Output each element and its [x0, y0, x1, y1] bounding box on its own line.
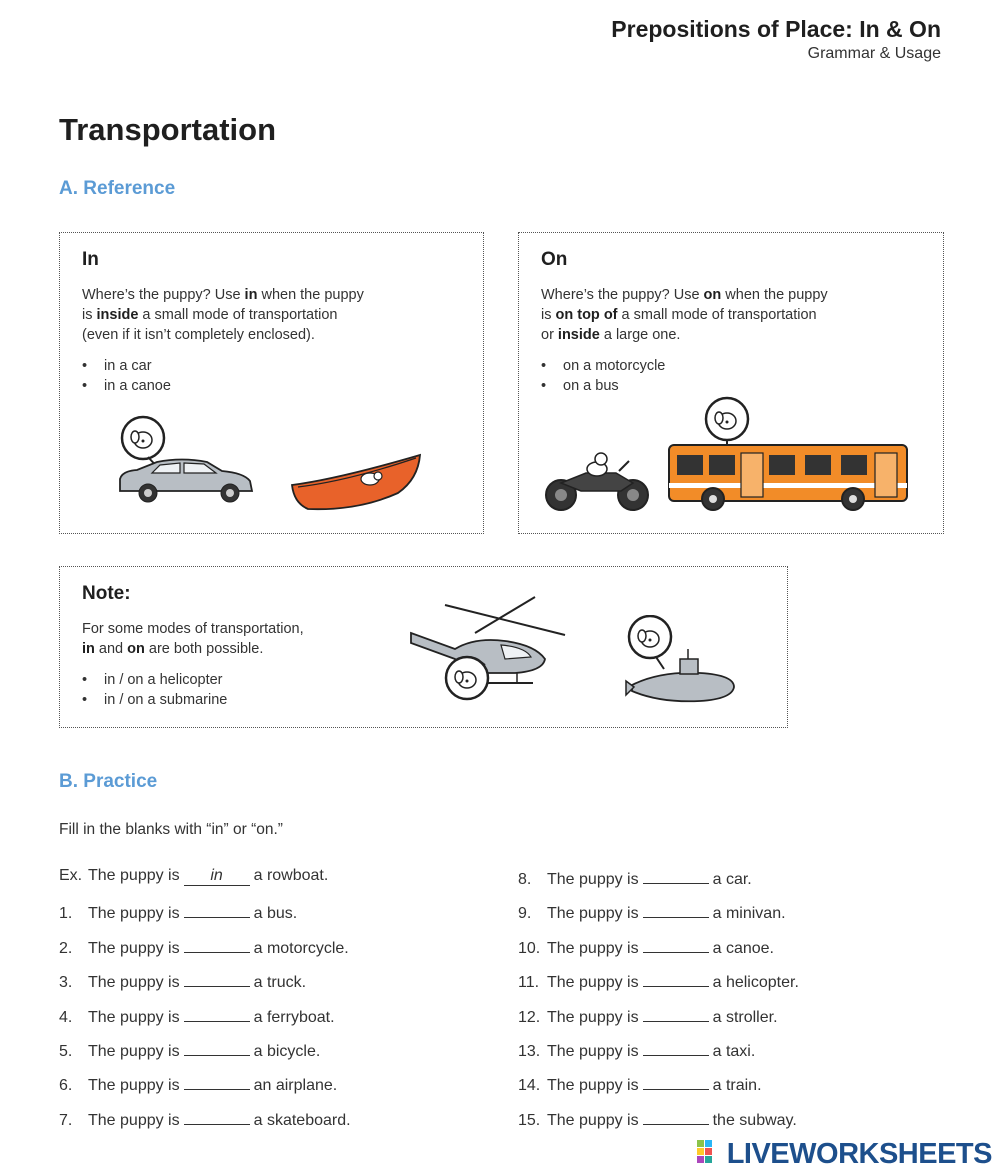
exercise-object: a minivan.: [712, 905, 786, 923]
page-title: Transportation: [59, 112, 277, 147]
exercise-prompt: The puppy is: [547, 1111, 639, 1129]
exercise-number: 15.: [518, 1111, 541, 1129]
exercise-number: 5.: [59, 1043, 73, 1060]
exercise-number: 2.: [59, 939, 73, 957]
answer-blank[interactable]: [184, 968, 250, 987]
exercise-item: [518, 865, 752, 887]
list-item: • in / on a helicopter: [82, 670, 227, 690]
liveworksheets-logo: LIVEWORKSHEETS: [726, 1138, 992, 1170]
on-examples-list: [541, 356, 665, 396]
note-box: [59, 566, 788, 728]
exercise-prompt: The puppy is: [547, 905, 639, 923]
note-box-title: Note:: [82, 583, 131, 604]
exercise-item: [59, 865, 328, 887]
exercise-prompt: The puppy is: [88, 867, 180, 884]
list-item: • on a motorcycle: [541, 356, 665, 376]
list-item: • in / on a submarine: [82, 690, 227, 710]
answer-blank[interactable]: [643, 1003, 709, 1022]
exercise-number: 13.: [518, 1043, 541, 1060]
exercise-number: 14.: [518, 1077, 541, 1095]
exercise-number: 4.: [59, 1008, 73, 1026]
exercise-item: [518, 1003, 778, 1025]
exercise-prompt: The puppy is: [547, 974, 639, 992]
exercise-item: [59, 1106, 351, 1128]
worksheet-subtitle: Grammar & Usage: [807, 45, 941, 62]
exercise-item: [518, 1106, 797, 1128]
motorcycle-with-puppy-illustration: [541, 443, 656, 513]
answer-blank[interactable]: [643, 934, 709, 953]
exercise-object: a ferryboat.: [253, 1008, 335, 1026]
note-examples-list: [82, 670, 227, 710]
answer-blank[interactable]: [184, 899, 250, 918]
exercise-item: [59, 968, 306, 990]
answer-blank[interactable]: in: [184, 867, 250, 886]
exercise-item: [518, 968, 799, 990]
list-item: • on a bus: [541, 376, 665, 396]
exercise-prompt: The puppy is: [88, 1043, 180, 1060]
exercise-prompt: The puppy is: [88, 905, 180, 923]
worksheet-title: Prepositions of Place: In & On: [611, 16, 941, 42]
exercise-prompt: The puppy is: [547, 1077, 639, 1095]
in-box-title: In: [82, 249, 99, 270]
answer-blank[interactable]: [643, 1071, 709, 1090]
bus-with-puppy-illustration: [665, 393, 915, 513]
exercise-prompt: The puppy is: [88, 939, 180, 957]
exercise-number: 12.: [518, 1008, 541, 1026]
exercise-object: a train.: [712, 1077, 762, 1095]
answer-blank[interactable]: [184, 1106, 250, 1125]
answer-blank[interactable]: [184, 934, 250, 953]
exercise-number: 3.: [59, 974, 73, 992]
submarine-with-puppy-illustration: [620, 615, 740, 707]
note-box-description: For some modes of transportation, in and on are both possible.: [82, 621, 304, 657]
exercise-item: [59, 1037, 320, 1059]
exercise-object: a helicopter.: [712, 974, 799, 992]
exercise-object: a motorcycle.: [253, 939, 349, 957]
exercise-prompt: The puppy is: [547, 871, 639, 888]
exercise-item: [518, 899, 786, 921]
answer-blank[interactable]: [643, 899, 709, 918]
answer-blank[interactable]: [184, 1003, 250, 1022]
exercise-item: [59, 934, 349, 956]
exercise-item: [59, 899, 297, 921]
answer-blank[interactable]: [643, 1037, 709, 1056]
exercise-item: [518, 1037, 755, 1059]
exercise-prompt: The puppy is: [547, 1008, 639, 1026]
list-item: • in a car: [82, 356, 171, 376]
exercise-object: a car.: [712, 871, 752, 888]
in-box-description: Where’s the puppy? Use in when the puppy is inside a small mode of transportation (even if it isn’t completely enclosed).: [82, 287, 364, 343]
exercise-prompt: The puppy is: [88, 1008, 180, 1026]
exercise-item: [59, 1003, 335, 1025]
exercise-prompt: The puppy is: [547, 939, 639, 957]
exercise-number: 10.: [518, 939, 541, 957]
exercise-prompt: The puppy is: [88, 1111, 180, 1129]
car-with-puppy-illustration: [112, 413, 262, 513]
exercise-object: a canoe.: [712, 939, 774, 957]
exercise-number: 6.: [59, 1077, 73, 1095]
exercise-number: 9.: [518, 905, 532, 923]
answer-blank[interactable]: [643, 968, 709, 987]
on-box-title: On: [541, 249, 568, 270]
answer-blank[interactable]: [643, 1106, 709, 1125]
exercise-number: 1.: [59, 905, 73, 923]
in-examples-list: [82, 356, 171, 396]
exercise-item: [518, 934, 774, 956]
exercise-object: a stroller.: [712, 1008, 778, 1026]
answer-blank[interactable]: [184, 1071, 250, 1090]
answer-blank[interactable]: [643, 865, 709, 884]
list-item: • in a canoe: [82, 376, 171, 396]
exercise-object: a bus.: [253, 905, 298, 923]
exercise-object: an airplane.: [253, 1077, 338, 1095]
exercise-object: a rowboat.: [253, 867, 329, 884]
exercise-item: [518, 1071, 762, 1093]
exercise-number: Ex.: [59, 867, 83, 884]
exercise-item: [59, 1071, 337, 1093]
answer-blank[interactable]: [184, 1037, 250, 1056]
helicopter-with-puppy-illustration: [405, 585, 575, 703]
exercise-number: 11.: [518, 974, 540, 992]
reference-heading: A. Reference: [59, 178, 176, 199]
in-reference-box: [59, 232, 484, 534]
exercise-prompt: The puppy is: [547, 1043, 639, 1060]
practice-heading: B. Practice: [59, 771, 158, 792]
exercise-object: a bicycle.: [253, 1043, 321, 1060]
exercise-prompt: The puppy is: [88, 974, 180, 992]
exercise-object: the subway.: [712, 1111, 797, 1129]
exercise-number: 7.: [59, 1111, 73, 1129]
canoe-with-puppy-illustration: [288, 449, 428, 514]
on-box-description: Where’s the puppy? Use on when the puppy is on top of a small mode of transportation or inside a large one.: [541, 287, 828, 343]
liveworksheets-logo-icon: [697, 1140, 721, 1166]
exercise-number: 8.: [518, 871, 532, 888]
exercise-object: a taxi.: [712, 1043, 756, 1060]
exercise-object: a skateboard.: [253, 1111, 351, 1129]
exercise-object: a truck.: [253, 974, 307, 992]
practice-instructions: Fill in the blanks with “in” or “on.”: [59, 821, 283, 838]
on-reference-box: [518, 232, 944, 534]
exercise-prompt: The puppy is: [88, 1077, 180, 1095]
